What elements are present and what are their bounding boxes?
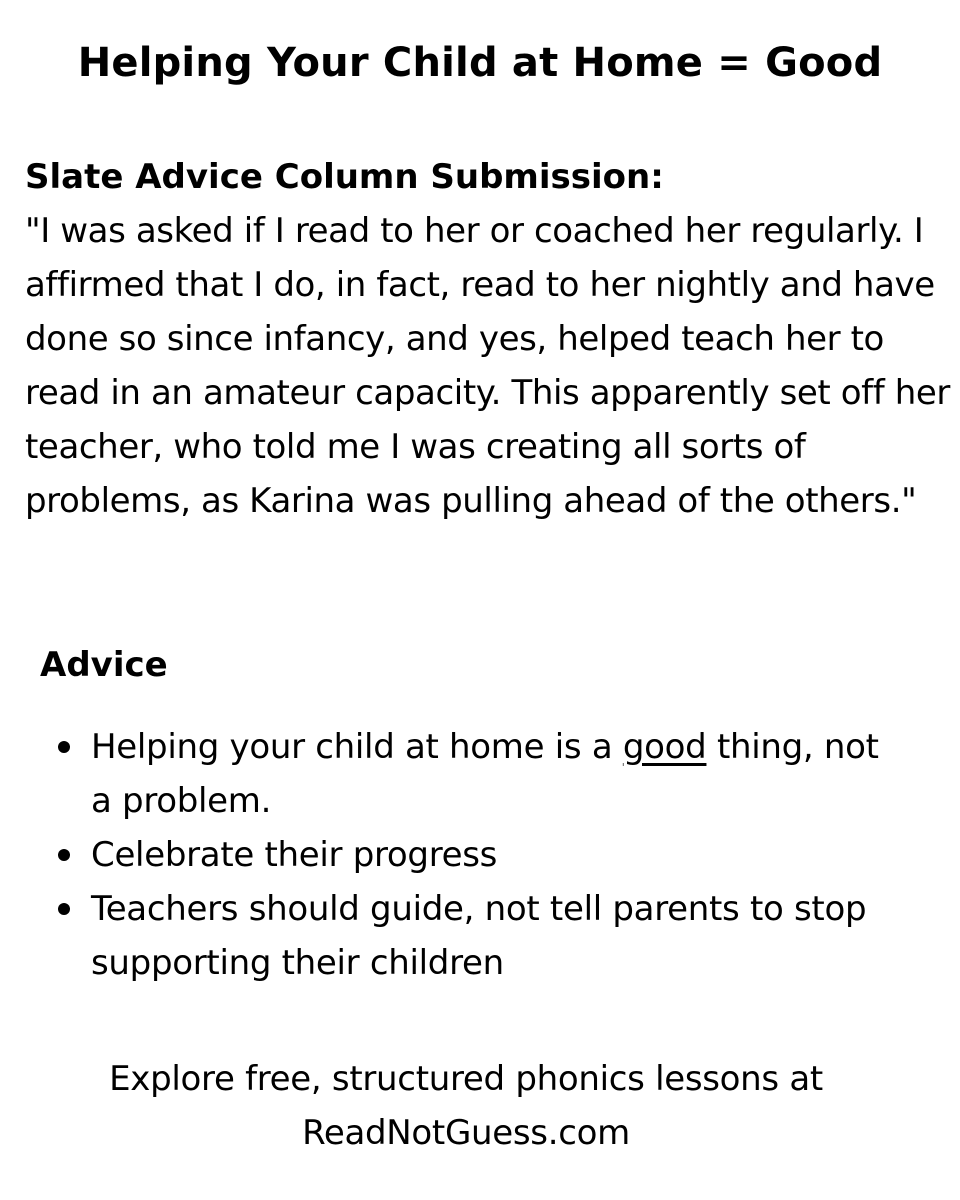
advice-section	[40, 638, 940, 990]
footer-note	[0, 1052, 932, 1160]
bullet-dot-icon	[58, 903, 70, 915]
bullet-dot-icon	[58, 849, 70, 861]
submission-quote: "I was asked if I read to her or coached her regularly. I affirmed that I do, in fact, read to her nightly and have done so since infancy, and yes, helped teach her to read in an amateur capacity. This apparently set off her teacher, who told me I was creating all sorts of problems, as Karina was pulling ahead of the others."	[25, 211, 950, 521]
advice-item-teachers	[40, 882, 901, 990]
advice-item-text: Teachers should guide, not tell parents to stop supporting their children	[91, 889, 867, 983]
page-title: Helping Your Child at Home = Good	[77, 40, 883, 86]
advice-item-celebrate	[40, 828, 901, 882]
advice-item-emphasis: good	[622, 727, 707, 767]
advice-item-text: Celebrate their progress	[91, 835, 498, 875]
advice-item-text-after: thing, not a problem.	[91, 727, 879, 821]
bullet-dot-icon	[58, 741, 70, 753]
submission-heading: Slate Advice Column Submission:	[25, 157, 664, 197]
footer-line-1: Explore free, structured phonics lessons at	[109, 1059, 823, 1099]
advice-heading: Advice	[40, 645, 168, 685]
submission-section	[25, 150, 955, 528]
footer-link-text: ReadNotGuess.com	[302, 1113, 630, 1153]
advice-item-text-before: Helping your child at home is a	[91, 727, 623, 767]
advice-list	[40, 720, 940, 990]
advice-item-home-help	[40, 720, 901, 828]
